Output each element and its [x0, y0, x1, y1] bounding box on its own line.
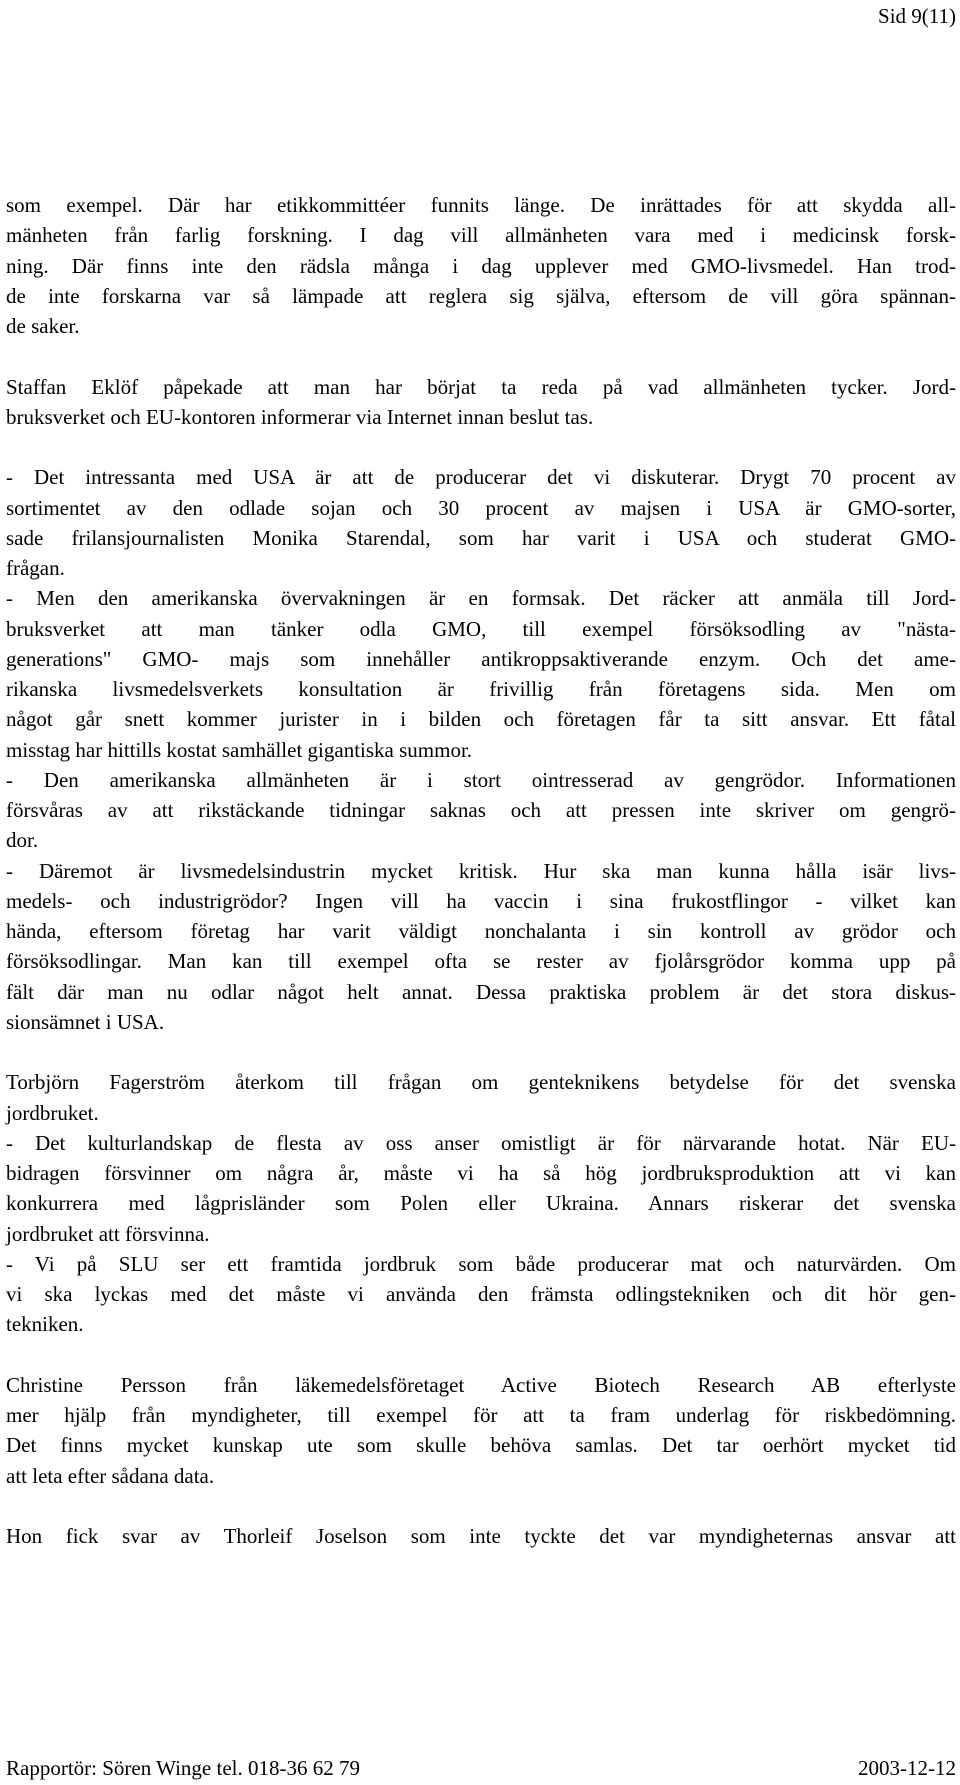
text-line: rikanska livsmedelsverkets konsultation är frivillig från företagens sida. Men om	[6, 677, 956, 701]
paragraph-gap	[6, 1340, 956, 1370]
text-line: mänheten från farlig forskning. I dag vill allmänheten vara med i medicinsk forsk-	[6, 223, 956, 248]
text-line: mer hjälp från myndigheter, till exempel för att ta fram underlag för riskbedömning.	[6, 1403, 956, 1427]
text-line: Hon fick svar av Thorleif Joselson som inte tyckte det var myndigheternas ansvar att	[6, 1524, 956, 1548]
text-line: sionsämnet i USA.	[6, 1009, 165, 1034]
text-line: jordbruket.	[6, 1100, 99, 1125]
text-line: fält där man nu odlar något helt annat. Dessa praktiska problem är det stora diskus-	[6, 979, 956, 1004]
text-line: jordbruket att försvinna.	[6, 1221, 210, 1246]
footer-date: 2003-12-12	[858, 1756, 956, 1780]
text-line: bidragen försvinner om några år, måste vi ha så hög jordbruksproduktion att vi kan	[6, 1161, 956, 1185]
text-line: - Vi på SLU ser ett framtida jordbruk som både producerar mat och naturvärden. Om	[6, 1251, 956, 1276]
document-body	[6, 190, 956, 1551]
text-line: som exempel. Där har etikkommittéer funnits länge. De inrättades för att skydda all-	[6, 193, 956, 217]
paragraph-gap	[6, 1037, 956, 1067]
text-line: bruksverket att man tänker odla GMO, till exempel försöksodling av "nästa-	[6, 616, 956, 641]
text-line: - Det intressanta med USA är att de producerar det vi diskuterar. Drygt 70 procent av	[6, 465, 956, 490]
text-line: försvåras av att rikstäckande tidningar saknas och att pressen inte skriver om gengrö-	[6, 798, 956, 822]
text-line: något går snett kommer jurister in i bilden och företagen får ta sitt ansvar. Ett fåtal	[6, 707, 956, 732]
footer-reporter: Rapportör: Sören Winge tel. 018-36 62 79	[6, 1756, 360, 1780]
text-line: - Det kulturlandskap de flesta av oss anser omistligt är för närvarande hotat. När EU-	[6, 1130, 956, 1155]
text-line: misstag har hittills kostat samhället gigantiska summor.	[6, 737, 473, 762]
text-line: dor.	[6, 828, 39, 853]
text-line: sade frilansjournalisten Monika Starendal, som har varit i USA och studerat GMO-	[6, 525, 956, 550]
text-line: - Men den amerikanska övervakningen är en formsak. Det räcker att anmäla till Jord-	[6, 586, 956, 611]
text-line: de inte forskarna var så lämpade att reglera sig själva, eftersom de vill göra spännan-	[6, 283, 956, 308]
text-line: medels- och industrigrödor? Ingen vill ha vaccin i sina frukostflingor - vilket kan	[6, 888, 956, 913]
page-footer	[6, 1753, 956, 1783]
text-line: konkurrera med lågprisländer som Polen eller Ukraina. Annars riskerar det svenska	[6, 1191, 956, 1216]
text-line: frågan.	[6, 556, 65, 580]
text-line: - Däremot är livsmedelsindustrin mycket kritisk. Hur ska man kunna hålla isär livs-	[6, 858, 956, 883]
text-line: bruksverket och EU-kontoren informerar via Internet innan beslut tas.	[6, 404, 594, 429]
text-line: sortimentet av den odlade sojan och 30 procent av majsen i USA är GMO-sorter,	[6, 495, 956, 520]
text-line: Staffan Eklöf påpekade att man har börjat ta reda på vad allmänheten tycker. Jord-	[6, 374, 956, 399]
text-line: Torbjörn Fagerström återkom till frågan om genteknikens betydelse för det svenska	[6, 1070, 956, 1095]
paragraph-gap	[6, 341, 956, 371]
text-line: Christine Persson från läkemedelsföretaget Active Biotech Research AB efterlyste	[6, 1372, 956, 1397]
text-line: försöksodlingar. Man kan till exempel ofta se rester av fjolårsgrödor komma upp på	[6, 949, 956, 974]
text-line: tekniken.	[6, 1312, 84, 1337]
text-line: ning. Där finns inte den rädsla många i dag upplever med GMO-livsmedel. Han trod-	[6, 253, 956, 278]
page-number: Sid 9(11)	[878, 4, 956, 28]
text-line: generations" GMO- majs som innehåller antikroppsaktiverande enzym. Och det ame-	[6, 646, 956, 671]
text-line: Det finns mycket kunskap ute som skulle behöva samlas. Det tar oerhört mycket tid	[6, 1433, 956, 1458]
paragraph-gap	[6, 432, 956, 462]
text-line: hända, eftersom företag har varit väldigt nonchalanta i sin kontroll av grödor och	[6, 919, 956, 943]
paragraph-gap	[6, 1491, 956, 1521]
text-line: att leta efter sådana data.	[6, 1463, 215, 1488]
text-line: de saker.	[6, 314, 80, 338]
text-line: vi ska lyckas med det måste vi använda den främsta odlingstekniken och dit hör gen-	[6, 1282, 956, 1306]
text-line: - Den amerikanska allmänheten är i stort ointresserad av gengrödor. Informationen	[6, 767, 956, 792]
